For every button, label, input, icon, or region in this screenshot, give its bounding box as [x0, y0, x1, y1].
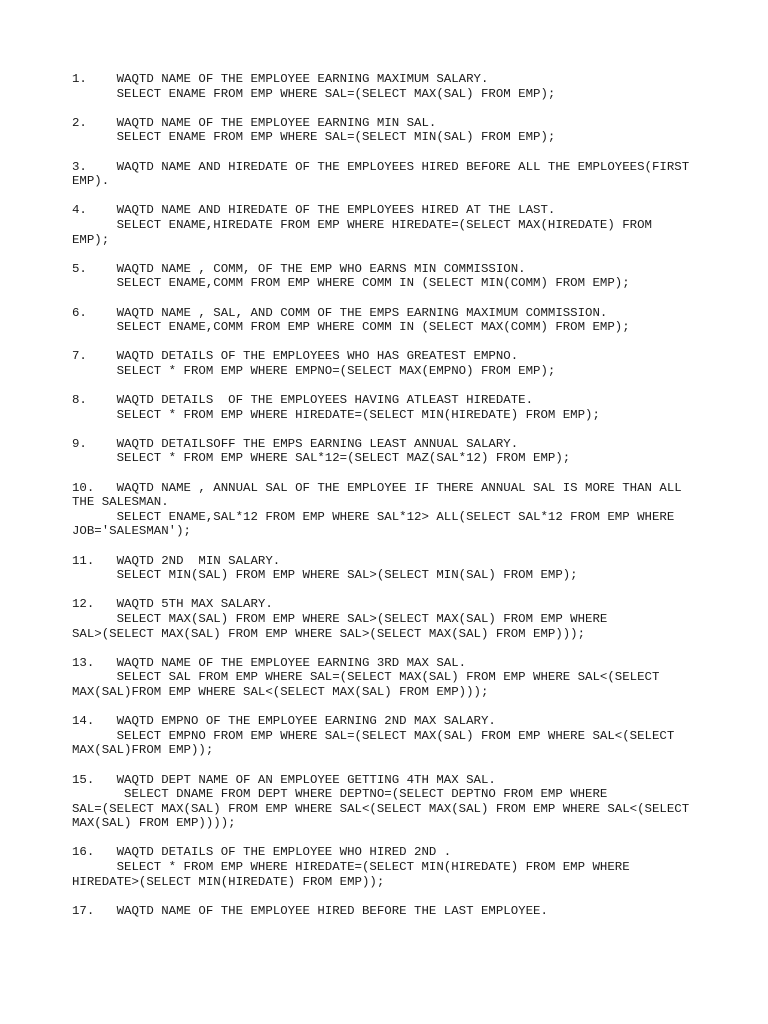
query-text: HIREDATE>(SELECT MIN(HIREDATE) FROM EMP)); — [72, 874, 385, 889]
query-text: SELECT * FROM EMP WHERE EMPNO=(SELECT MAX(EMPNO) FROM EMP); — [72, 363, 556, 378]
question-text: 8. WAQTD DETAILS OF THE EMPLOYEES HAVING ATLEAST HIREDATE. — [72, 393, 534, 408]
question-text: 9. WAQTD DETAILSOFF THE EMPS EARNING LEAST ANNUAL SALARY. — [72, 436, 519, 451]
question-text: 14. WAQTD EMPNO OF THE EMPLOYEE EARNING 2ND MAX SALARY. — [72, 714, 496, 729]
query-text: SELECT * FROM EMP WHERE HIREDATE=(SELECT MIN(HIREDATE) FROM EMP); — [72, 407, 600, 422]
query-text: SELECT MAX(SAL) FROM EMP WHERE SAL>(SELECT MAX(SAL) FROM EMP WHERE — [72, 611, 608, 626]
question-text: 2. WAQTD NAME OF THE EMPLOYEE EARNING MIN SAL. — [72, 115, 437, 130]
question-text: 17. WAQTD NAME OF THE EMPLOYEE HIRED BEFORE THE LAST EMPLOYEE. — [72, 903, 548, 918]
question-text: 6. WAQTD NAME , SAL, AND COMM OF THE EMPS EARNING MAXIMUM COMMISSION. — [72, 305, 608, 320]
question-item — [72, 116, 712, 145]
question-text: 1. WAQTD NAME OF THE EMPLOYEE EARNING MAXIMUM SALARY. — [72, 72, 489, 86]
query-text: SELECT ENAME,SAL*12 FROM EMP WHERE SAL*12> ALL(SELECT SAL*12 FROM EMP WHERE — [72, 509, 675, 524]
query-text: EMP); — [72, 232, 110, 247]
query-text: SELECT * FROM EMP WHERE SAL*12=(SELECT MAZ(SAL*12) FROM EMP); — [72, 451, 571, 466]
question-item — [72, 481, 712, 539]
question-text: 13. WAQTD NAME OF THE EMPLOYEE EARNING 3RD MAX SAL. — [72, 655, 467, 670]
document-body — [72, 72, 712, 933]
question-item — [72, 262, 712, 291]
question-text: 5. WAQTD NAME , COMM, OF THE EMP WHO EARNS MIN COMMISSION. — [72, 261, 526, 276]
query-text: JOB='SALESMAN'); — [72, 524, 191, 539]
query-text: SELECT MIN(SAL) FROM EMP WHERE SAL>(SELECT MIN(SAL) FROM EMP); — [72, 568, 578, 583]
query-text: SELECT ENAME FROM EMP WHERE SAL=(SELECT MIN(SAL) FROM EMP); — [72, 130, 556, 145]
question-item — [72, 349, 712, 378]
question-text: 10. WAQTD NAME , ANNUAL SAL OF THE EMPLOYEE IF THERE ANNUAL SAL IS MORE THAN ALL — [72, 480, 682, 495]
question-item — [72, 773, 712, 831]
question-item — [72, 72, 712, 101]
question-item — [72, 393, 712, 422]
question-text: 15. WAQTD DEPT NAME OF AN EMPLOYEE GETTING 4TH MAX SAL. — [72, 772, 496, 787]
query-text: EMP). — [72, 174, 110, 189]
question-text: 12. WAQTD 5TH MAX SALARY. — [72, 597, 273, 612]
question-item — [72, 656, 712, 700]
question-item — [72, 845, 712, 889]
query-text: SELECT DNAME FROM DEPT WHERE DEPTNO=(SELECT DEPTNO FROM EMP WHERE — [72, 787, 608, 802]
question-text: 3. WAQTD NAME AND HIREDATE OF THE EMPLOYEES HIRED BEFORE ALL THE EMPLOYEES(FIRST — [72, 159, 690, 174]
query-text: SELECT ENAME,COMM FROM EMP WHERE COMM IN (SELECT MAX(COMM) FROM EMP); — [72, 320, 630, 335]
query-text: SELECT ENAME,COMM FROM EMP WHERE COMM IN (SELECT MIN(COMM) FROM EMP); — [72, 276, 630, 291]
query-text: MAX(SAL)FROM EMP WHERE SAL<(SELECT MAX(SAL) FROM EMP))); — [72, 684, 489, 699]
question-item — [72, 306, 712, 335]
question-text: 11. WAQTD 2ND MIN SALARY. — [72, 553, 281, 568]
question-item — [72, 904, 712, 919]
query-text: SAL>(SELECT MAX(SAL) FROM EMP WHERE SAL>(SELECT MAX(SAL) FROM EMP))); — [72, 626, 586, 641]
query-text: SELECT SAL FROM EMP WHERE SAL=(SELECT MAX(SAL) FROM EMP WHERE SAL<(SELECT — [72, 670, 660, 685]
query-text: THE SALESMAN. — [72, 495, 169, 510]
query-text: MAX(SAL)FROM EMP)); — [72, 743, 214, 758]
question-text: 4. WAQTD NAME AND HIREDATE OF THE EMPLOYEES HIRED AT THE LAST. — [72, 203, 556, 218]
query-text: SELECT EMPNO FROM EMP WHERE SAL=(SELECT MAX(SAL) FROM EMP WHERE SAL<(SELECT — [72, 728, 675, 743]
question-text: 16. WAQTD DETAILS OF THE EMPLOYEE WHO HIRED 2ND . — [72, 845, 452, 860]
query-text: SELECT ENAME,HIREDATE FROM EMP WHERE HIREDATE=(SELECT MAX(HIREDATE) FROM — [72, 217, 652, 232]
question-item — [72, 597, 712, 641]
query-text: SELECT ENAME FROM EMP WHERE SAL=(SELECT MAX(SAL) FROM EMP); — [72, 86, 556, 101]
question-item — [72, 203, 712, 247]
question-item — [72, 437, 712, 466]
query-text: SELECT * FROM EMP WHERE HIREDATE=(SELECT MIN(HIREDATE) FROM EMP WHERE — [72, 860, 630, 875]
query-text: SAL=(SELECT MAX(SAL) FROM EMP WHERE SAL<(SELECT MAX(SAL) FROM EMP WHERE SAL<(SELECT — [72, 801, 690, 816]
query-text: MAX(SAL) FROM EMP)))); — [72, 816, 236, 831]
question-item — [72, 554, 712, 583]
question-text: 7. WAQTD DETAILS OF THE EMPLOYEES WHO HAS GREATEST EMPNO. — [72, 349, 519, 364]
question-item — [72, 714, 712, 758]
question-item — [72, 160, 712, 189]
